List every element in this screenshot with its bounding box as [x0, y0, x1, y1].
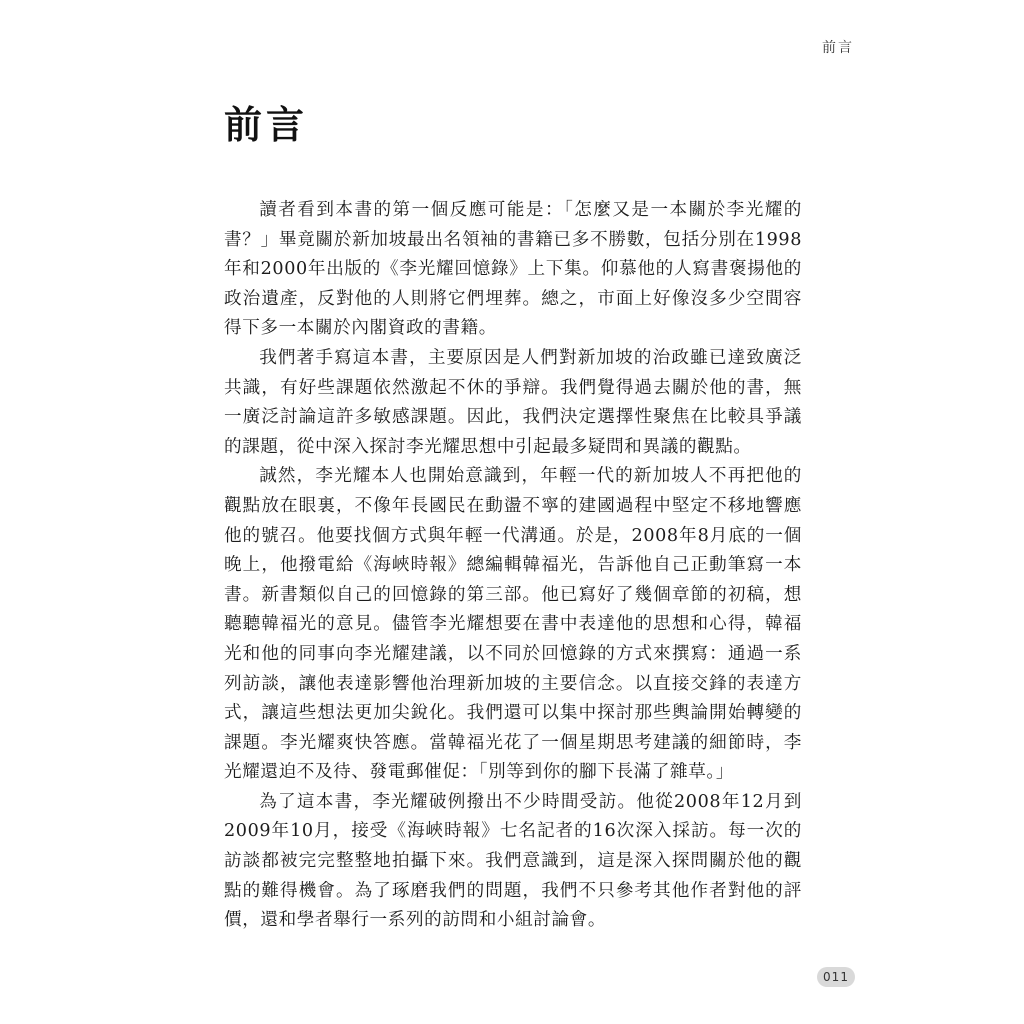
paragraph-1: 讀者看到本書的第一個反應可能是：「怎麼又是一本關於李光耀的書？」畢竟關於新加坡最出名領袖的書籍已多不勝數，包括分別在1998年和2000年出版的《李光耀回憶錄》上下集。仰慕他的人寫書褒揚他的政治遺產，反對他的人則將它們埋葬。總之，市面上好像沒多少空間容得下多一本關於內閣資政的書籍。	[224, 200, 802, 339]
paragraph-3: 誠然，李光耀本人也開始意識到，年輕一代的新加坡人不再把他的觀點放在眼裏，不像年長國民在動盪不寧的建國過程中堅定不移地響應他的號召。他要找個方式與年輕一代溝通。於是，2008年8月底的一個晚上，他撥電給《海峽時報》總編輯韓福光，告訴他自己正動筆寫一本書。新書類似自己的回憶錄的第三部。他已寫好了幾個章節的初稿，想聽聽韓福光的意見。儘管李光耀想要在書中表達他的思想和心得，韓福光和他的同事向李光耀建議，以不同於回憶錄的方式來撰寫：通過一系列訪談，讓他表達影響他治理新加坡的主要信念。以直接交鋒的表達方式，讓這些想法更加尖銳化。我們還可以集中探討那些輿論開始轉變的課題。李光耀爽快答應。當韓福光花了一個星期思考建議的細節時，李光耀還迫不及待、發電郵催促：「別等到你的腳下長滿了雜草。」	[224, 466, 802, 783]
body-text	[224, 196, 802, 936]
page-number-badge: 011	[817, 967, 855, 987]
running-header: 前言	[822, 40, 854, 56]
paragraph-4: 為了這本書，李光耀破例撥出不少時間受訪。他從2008年12月到2009年10月，接受《海峽時報》七名記者的16次深入採訪。每一次的訪談都被完完整整地拍攝下來。我們意識到，這是深入探問關於他的觀點的難得機會。為了琢磨我們的問題，我們不只參考其他作者對他的評價，還和學者舉行一系列的訪問和小組討論會。	[224, 791, 802, 931]
paragraph-2: 我們著手寫這本書，主要原因是人們對新加坡的治政雖已達致廣泛共識，有好些課題依然激起不休的爭辯。我們覺得過去關於他的書，無一廣泛討論這許多敏感課題。因此，我們決定選擇性聚焦在比較具爭議的課題，從中深入探討李光耀思想中引起最多疑問和異議的觀點。	[224, 347, 802, 457]
chapter-title: 前言	[224, 103, 309, 147]
